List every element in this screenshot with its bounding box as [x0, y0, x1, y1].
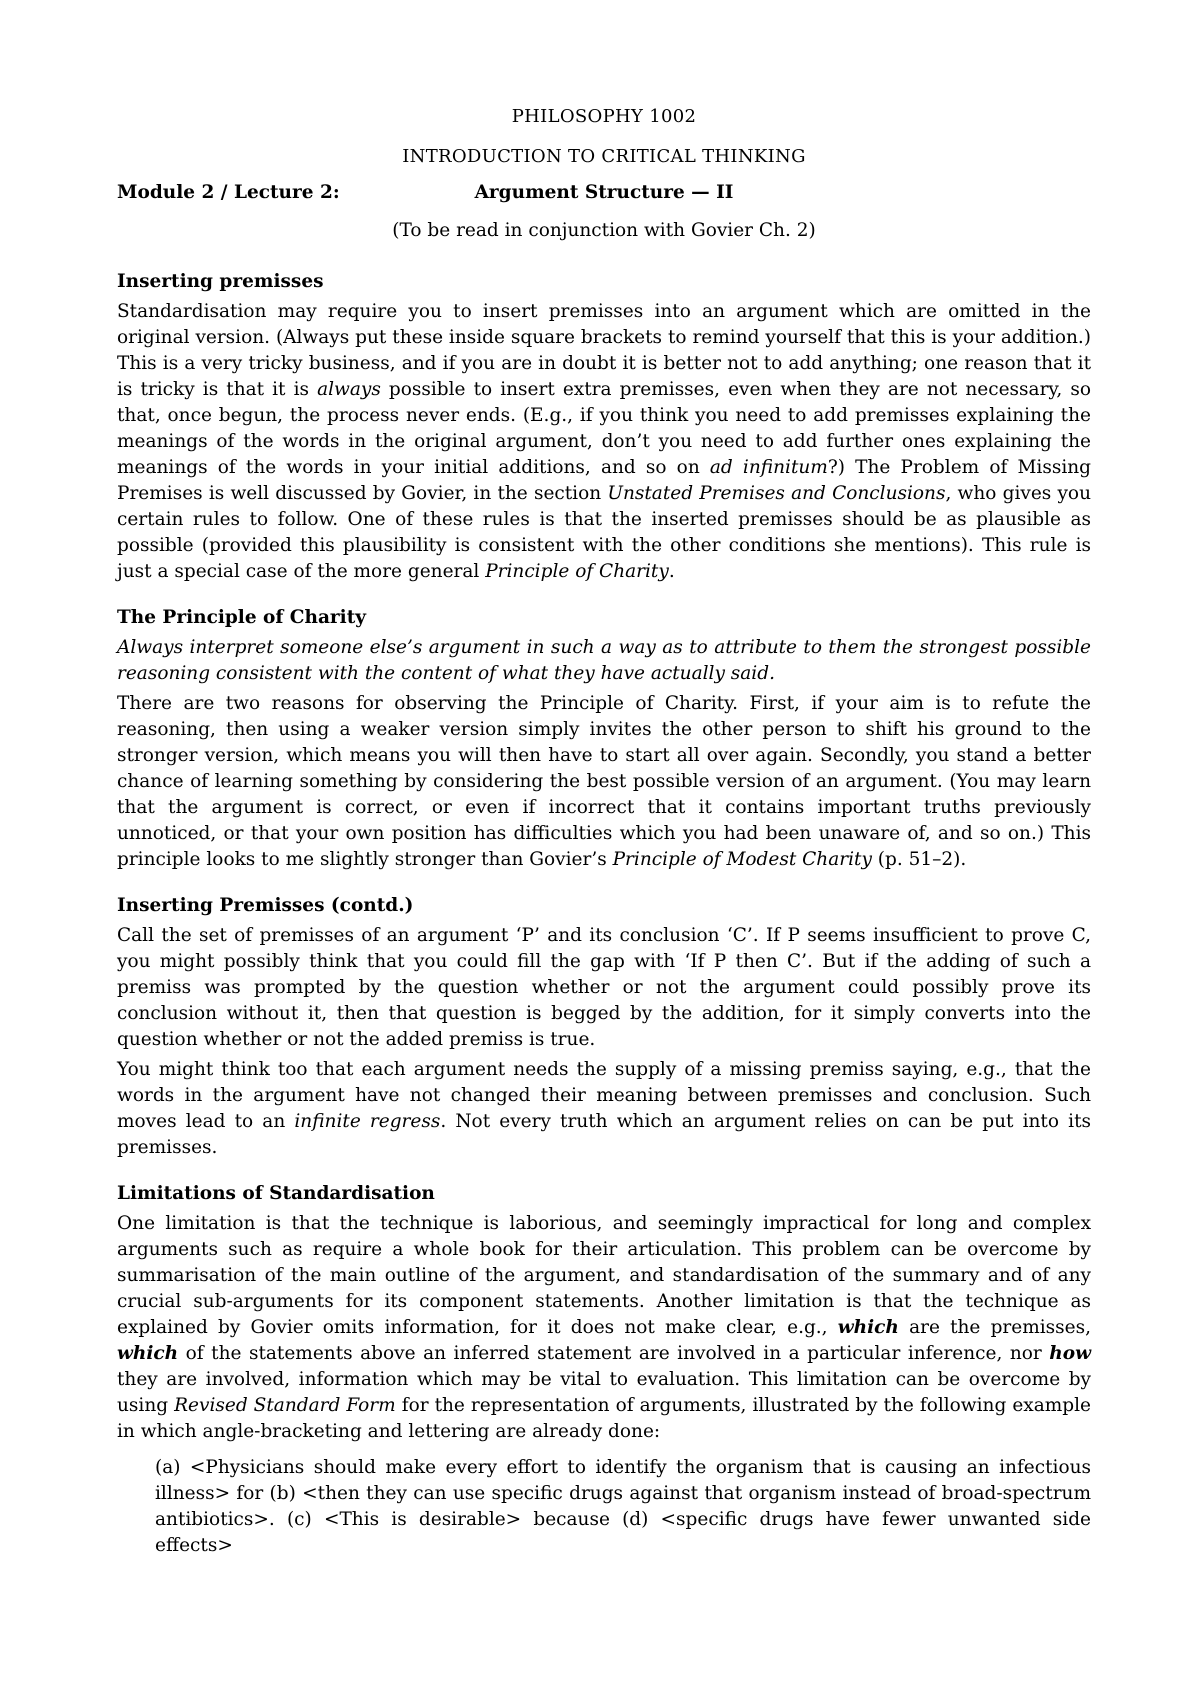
- section-heading-inserting-premisses: Inserting premisses: [117, 271, 324, 292]
- course-code: PHILOSOPHY 1002: [511, 106, 697, 127]
- lecture-title: Argument Structure — II: [474, 182, 734, 203]
- section-heading-principle-of-charity: The Principle of Charity: [117, 607, 367, 628]
- inserting-premisses-paragraph: Standardisation may require you to insert premisses into an argument which are omitted in the original version. (Always put these inside square brackets to remind yourself that this is your addition.) This is a very tricky business, and if you are in doubt it is better not to add anything; one reason that it is tricky is that it is always possible to insert extra premisses, even when they are not necessary, so that, once begun, the process never ends. (E.g., if you think you need to add premisses explaining the meanings of the words in the original argument, don’t you need to add further ones explaining the meanings of the words in your initial additions, and so on ad infinitum?) The Problem of Missing Premises is well discussed by Govier, in the section Unstated Premises and Conclusions, who gives you certain rules to follow. One of these rules is that the inserted premisses should be as plausible as possible (provided this plausibility is consistent with the other conditions she mentions). This rule is just a special case of the more general Principle of Charity.: [117, 301, 1092, 582]
- document-page: [117, 104, 1091, 1559]
- course-title: INTRODUCTION TO CRITICAL THINKING: [402, 146, 806, 167]
- limitations-paragraph: One limitation is that the technique is laborious, and seemingly impractical for long and complex arguments such as require a whole book for their articulation. This problem can be overcome by summarisation of the main outline of the argument, and standardisation of the summary and of any crucial sub-arguments for its component statements. Another limitation is that the technique as explained by Govier omits information, for it does not make clear, e.g., which are the premisses, which of the statements above an inferred statement are involved in a particular inference, nor how they are involved, information which may be vital to evaluation. This limitation can be overcome by using Revised Standard Form for the representation of arguments, illustrated by the following example in which angle-bracketing and lettering are already done:: [117, 1213, 1092, 1442]
- module-row: [117, 180, 1091, 206]
- module-label: Module 2 / Lecture 2:: [117, 182, 340, 203]
- charity-paragraph: There are two reasons for observing the Principle of Charity. First, if your aim is to refute the reasoning, then using a weaker version simply invites the other person to shift his ground to the stronger version, which means you will then have to start all over again. Secondly, you stand a better chance of learning something by considering the best possible version of an argument. (You may learn that the argument is correct, or even if incorrect that it contains important truths previously unnoticed, or that your own position has difficulties which you had been unaware of, and so on.) This principle looks to me slightly stronger than Govier’s Principle of Modest Charity (p. 51–2).: [117, 693, 1091, 870]
- section-heading-limitations: Limitations of Standardisation: [117, 1183, 435, 1204]
- principle-statement: Always interpret someone else’s argument in such a way as to attribute to them the strongest possible reasoning consistent with the content of what they have actually said.: [117, 637, 1091, 684]
- inserting-contd-paragraph-2: You might think too that each argument needs the supply of a missing premiss saying, e.g., that the words in the argument have not changed their meaning between premisses and conclusion. Such moves lead to an infinite regress. Not every truth which an argument relies on can be put into its premisses.: [117, 1059, 1091, 1158]
- reading-note: (To be read in conjunction with Govier Ch. 2): [392, 220, 816, 241]
- inserting-contd-paragraph-1: Call the set of premisses of an argument ‘P’ and its conclusion ‘C’. If P seems insufficient to prove C, you might possibly think that you could fill the gap with ‘If P then C’. But if the adding of such a premiss was prompted by the question whether or not the argument could possibly prove its conclusion without it, then that question is begged by the addition, for it simply converts into the question whether or not the added premiss is true.: [117, 925, 1091, 1050]
- example-argument: (a) <Physicians should make every effort to identify the organism that is causing an infectious illness> for (b) <then they can use specific drugs against that organism instead of broad-spectrum antibiotics>. (c) <This is desirable> because (d) <specific drugs have fewer unwanted side effects>: [155, 1457, 1091, 1556]
- section-heading-inserting-premisses-contd: Inserting Premisses (contd.): [117, 895, 414, 916]
